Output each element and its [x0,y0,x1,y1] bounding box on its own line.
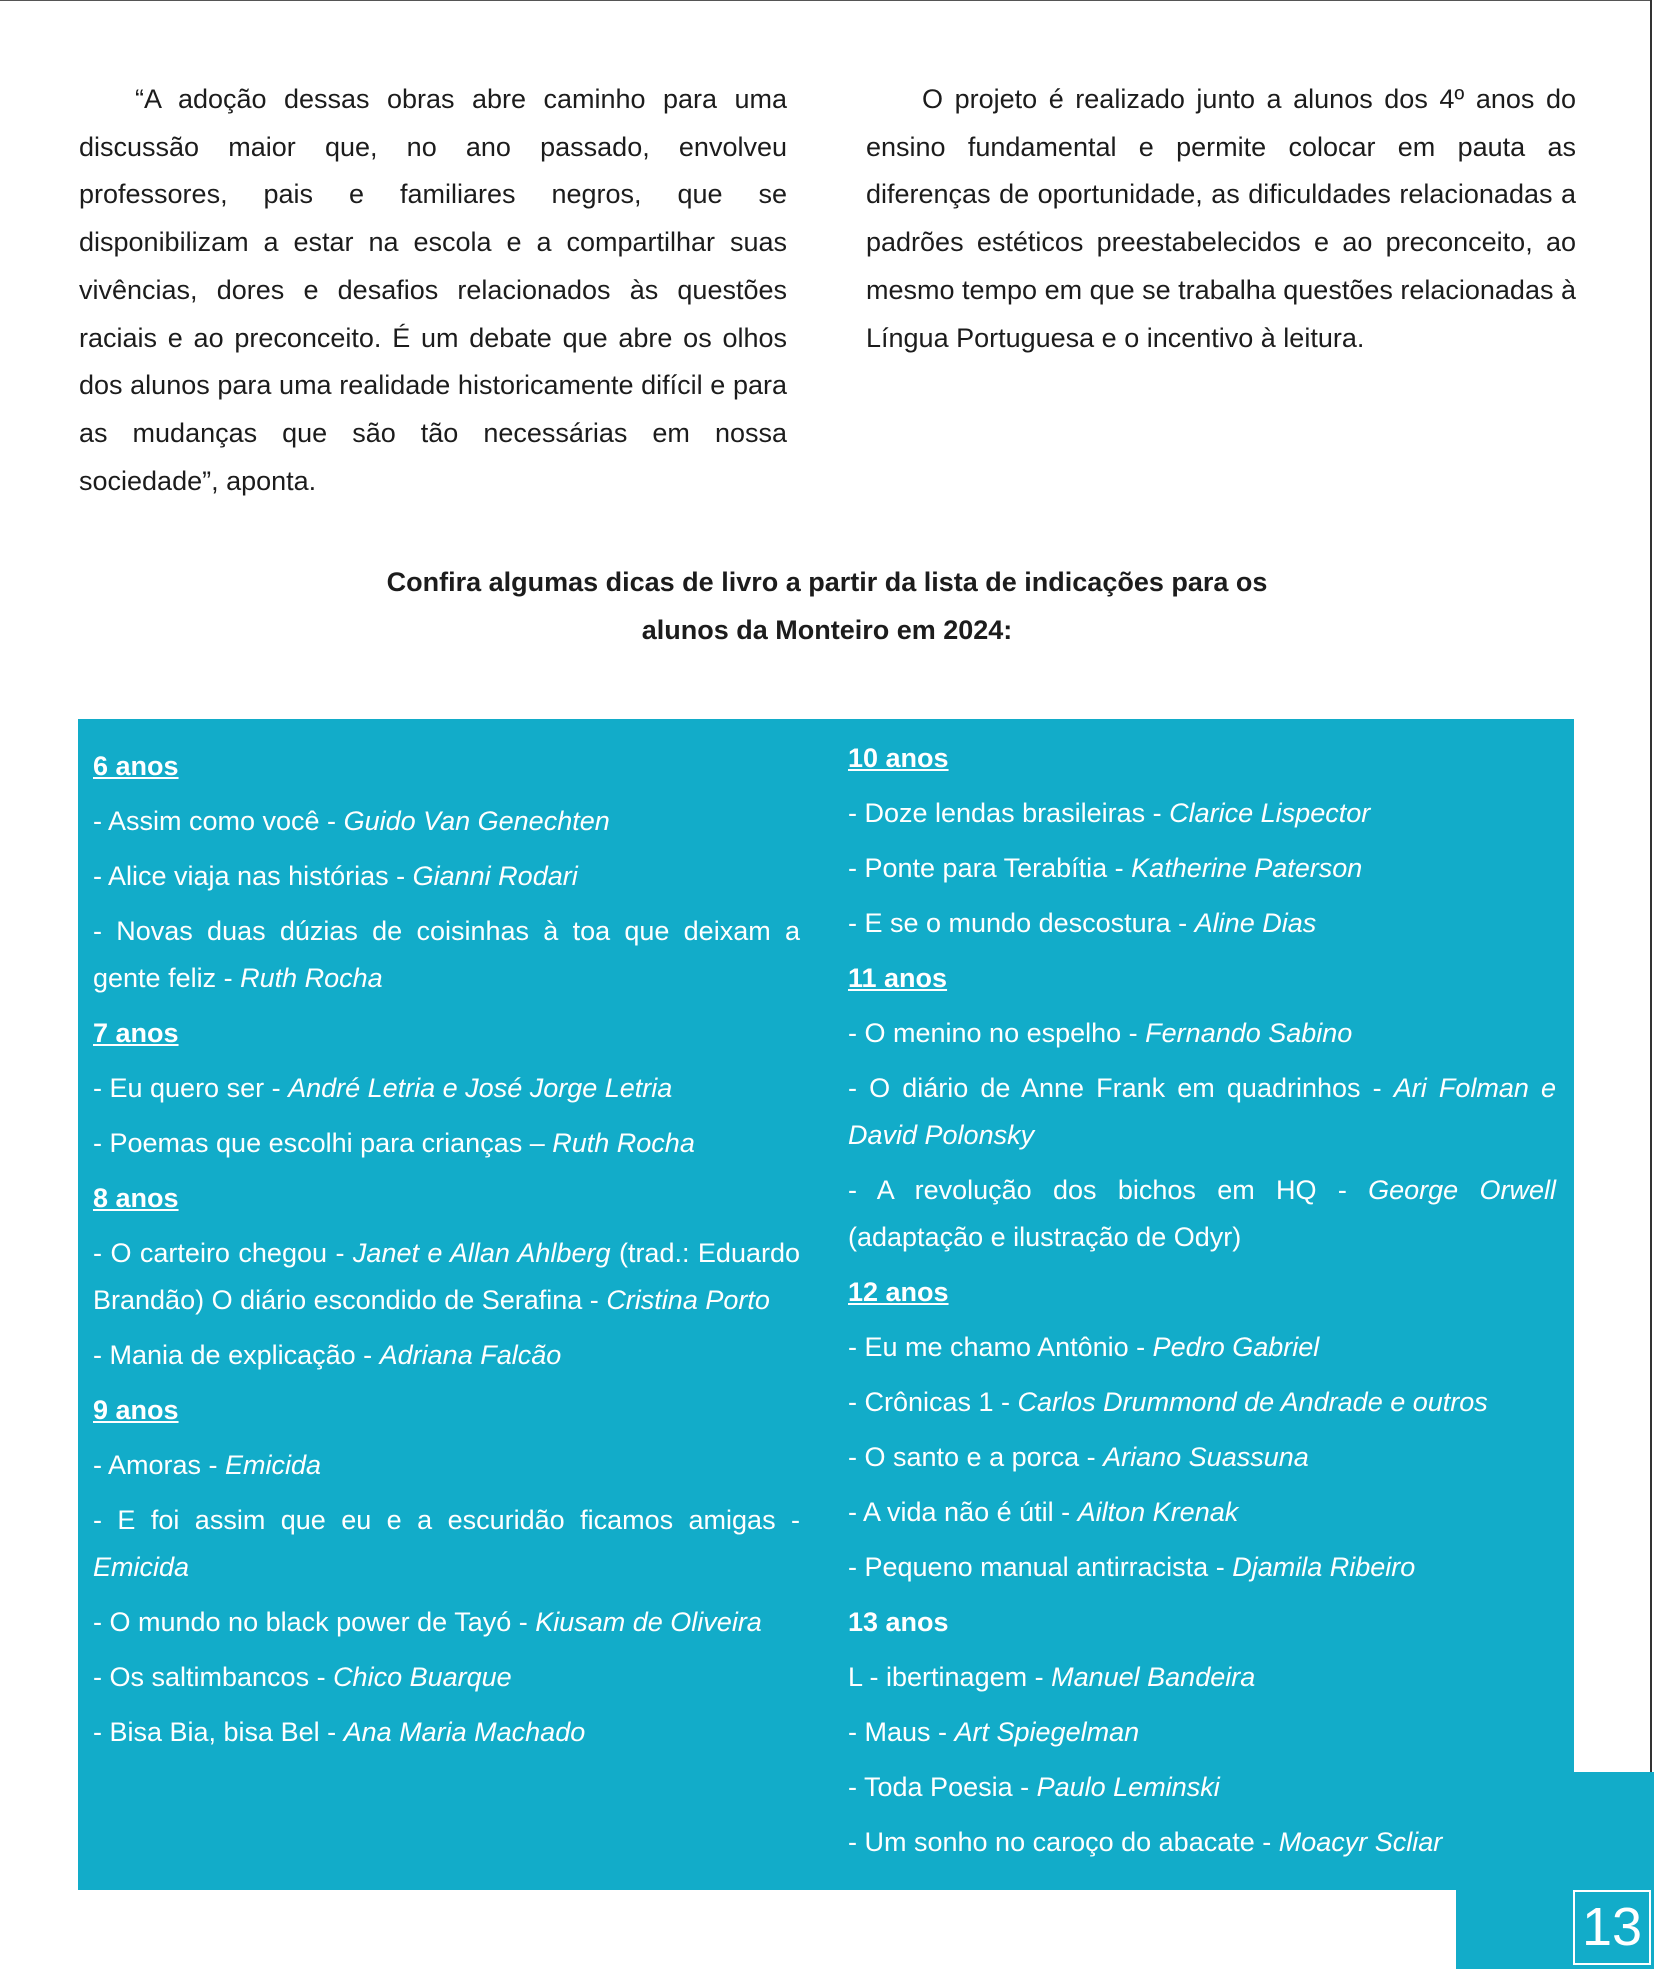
page-top-border [0,0,1652,1]
book-author: George Orwell [1368,1175,1556,1205]
book-title: - Um sonho no caroço do abacate - [848,1827,1279,1857]
book-author: Adriana Falcão [379,1340,562,1370]
left-text-column [79,76,787,505]
book-author: Guido Van Genechten [343,806,610,836]
book-title: - Crônicas 1 - [848,1387,1018,1417]
book-author: Ailton Krenak [1077,1497,1239,1527]
book-title: - Os saltimbancos - [93,1662,334,1692]
book-title: - O santo e a porca - [848,1442,1104,1472]
book-author: Emicida [93,1552,190,1582]
book-list-left-column [93,743,800,1764]
book-author: Manuel Bandeira [1051,1662,1256,1692]
book-title: - O mundo no black power de Tayó - [93,1607,536,1637]
book-entry [93,1332,800,1379]
book-author: Kiusam de Oliveira [535,1607,762,1637]
book-entry [93,1709,800,1756]
book-author: Ariano Suassuna [1103,1442,1309,1472]
book-author: Emicida [225,1450,322,1480]
book-author: Katherine Paterson [1131,853,1363,883]
quote-paragraph: “A adoção dessas obras abre caminho para uma discussão maior que, no ano passado, envolveu professores, pais e familiares negros, que se disponibilizam a estar na escola e a compartilhar suas vivências, dores e desafios relacionados às questões raciais e ao preconceito. É um debate que abre os olhos dos alunos para uma realidade historicamente difícil e para as mudanças que são tão necessárias em nossa sociedade”, aponta. [79,84,787,496]
book-entry [93,1442,800,1489]
book-entry [93,1230,800,1324]
book-entry [848,1065,1556,1159]
book-entry [848,1764,1556,1811]
book-title: - E se o mundo descostura - [848,908,1195,938]
project-paragraph: O projeto é realizado junto a alunos dos 4º anos do ensino fundamental e permite colocar em pauta as diferenças de oportunidade, as dificuldades relacionadas a padrões estéticos preestabelecidos e ao preconceito, ao mesmo tempo em que se trabalha questões relacionadas à Língua Portuguesa e o incentivo à leitura. [866,84,1576,353]
book-author: Ari Folman e David Polonsky [848,1073,1556,1150]
book-author: Cristina Porto [606,1285,770,1315]
book-title: - Doze lendas brasileiras - [848,798,1170,828]
accent-side-block [1574,1772,1654,1890]
book-tips-heading [260,558,1394,654]
book-author: Art Spiegelman [954,1717,1140,1747]
book-title: - A revolução dos bichos em HQ - [848,1175,1369,1205]
age-group-heading: 10 anos [848,743,949,773]
book-title: - Poemas que escolhi para crianças – [93,1128,553,1158]
heading-line-2: alunos da Monteiro em 2024: [641,615,1013,645]
age-group-heading: 6 anos [93,751,179,781]
book-title: - O diário de Anne Frank em quadrinhos - [848,1073,1394,1103]
book-author: Fernando Sabino [1145,1018,1353,1048]
book-title: L - ibertinagem - [848,1662,1052,1692]
book-author: Paulo Leminski [1036,1772,1220,1802]
book-list-panel [78,719,1574,1890]
book-entry [848,1709,1556,1756]
book-author: Gianni Rodari [412,861,578,891]
book-entry [93,1120,800,1167]
book-title: - A vida não é útil - [848,1497,1078,1527]
book-author: Aline Dias [1194,908,1317,938]
book-author: Carlos Drummond de Andrade e outros [1017,1387,1488,1417]
book-entry [848,1819,1556,1866]
book-author: Ruth Rocha [552,1128,695,1158]
book-entry [848,1167,1556,1261]
book-title: - O carteiro chegou - [93,1238,353,1268]
book-title: - Novas duas dúzias de coisinhas à toa que deixam a gente feliz - [93,916,800,993]
book-entry [848,790,1556,837]
book-title: - Alice viaja nas histórias - [93,861,413,891]
book-title: - Amoras - [93,1450,226,1480]
book-title: - Eu quero ser - [93,1073,289,1103]
book-title: - Toda Poesia - [848,1772,1037,1802]
heading-line-1: Confira algumas dicas de livro a partir da lista de indicações para os [386,567,1268,597]
book-entry [93,1599,800,1646]
book-title: - Maus - [848,1717,955,1747]
book-title: - Eu me chamo Antônio - [848,1332,1153,1362]
page-number: 13 [1573,1890,1651,1965]
age-group-heading: 12 anos [848,1277,949,1307]
book-entry [848,1654,1556,1701]
book-title: - Bisa Bia, bisa Bel - [93,1717,344,1747]
book-entry [93,798,800,845]
book-entry [848,1434,1556,1481]
book-entry [848,900,1556,947]
book-note: (trad.: Eduardo Brandão) O diário escondido de Serafina - [93,1238,801,1315]
book-author: Chico Buarque [333,1662,512,1692]
book-author: Ruth Rocha [240,963,383,993]
book-entry [848,1010,1556,1057]
book-entry [93,1654,800,1701]
book-entry [848,1324,1556,1371]
book-title: - Ponte para Terabítia - [848,853,1132,883]
book-author: Ana Maria Machado [343,1717,586,1747]
book-entry [848,1544,1556,1591]
age-group-heading: 9 anos [93,1395,179,1425]
book-author: Janet e Allan Ahlberg [352,1238,611,1268]
book-note: (adaptação e ilustração de Odyr) [848,1222,1242,1252]
book-author: Djamila Ribeiro [1232,1552,1416,1582]
age-group-heading: 11 anos [848,963,948,993]
book-entry [93,1065,800,1112]
age-group-heading: 13 anos [848,1607,949,1637]
right-text-column [866,76,1576,362]
book-entry [848,1489,1556,1536]
book-entry [93,853,800,900]
book-title: - Mania de explicação - [93,1340,380,1370]
book-author: André Letria e José Jorge Letria [288,1073,673,1103]
book-entry [93,1497,800,1591]
book-title: - E foi assim que eu e a escuridão ficamos amigas - [93,1505,800,1535]
book-list-right-column [848,735,1556,1874]
book-entry [848,1379,1556,1426]
book-author: Moacyr Scliar [1278,1827,1443,1857]
page-right-border [1650,0,1652,1772]
book-entry [848,845,1556,892]
book-title: - Pequeno manual antirracista - [848,1552,1233,1582]
book-title: - Assim como você - [93,806,344,836]
age-group-heading: 8 anos [93,1183,179,1213]
age-group-heading: 7 anos [93,1018,179,1048]
book-author: Pedro Gabriel [1152,1332,1320,1362]
book-author: Clarice Lispector [1169,798,1371,828]
book-title: - O menino no espelho - [848,1018,1146,1048]
book-entry [93,908,800,1002]
